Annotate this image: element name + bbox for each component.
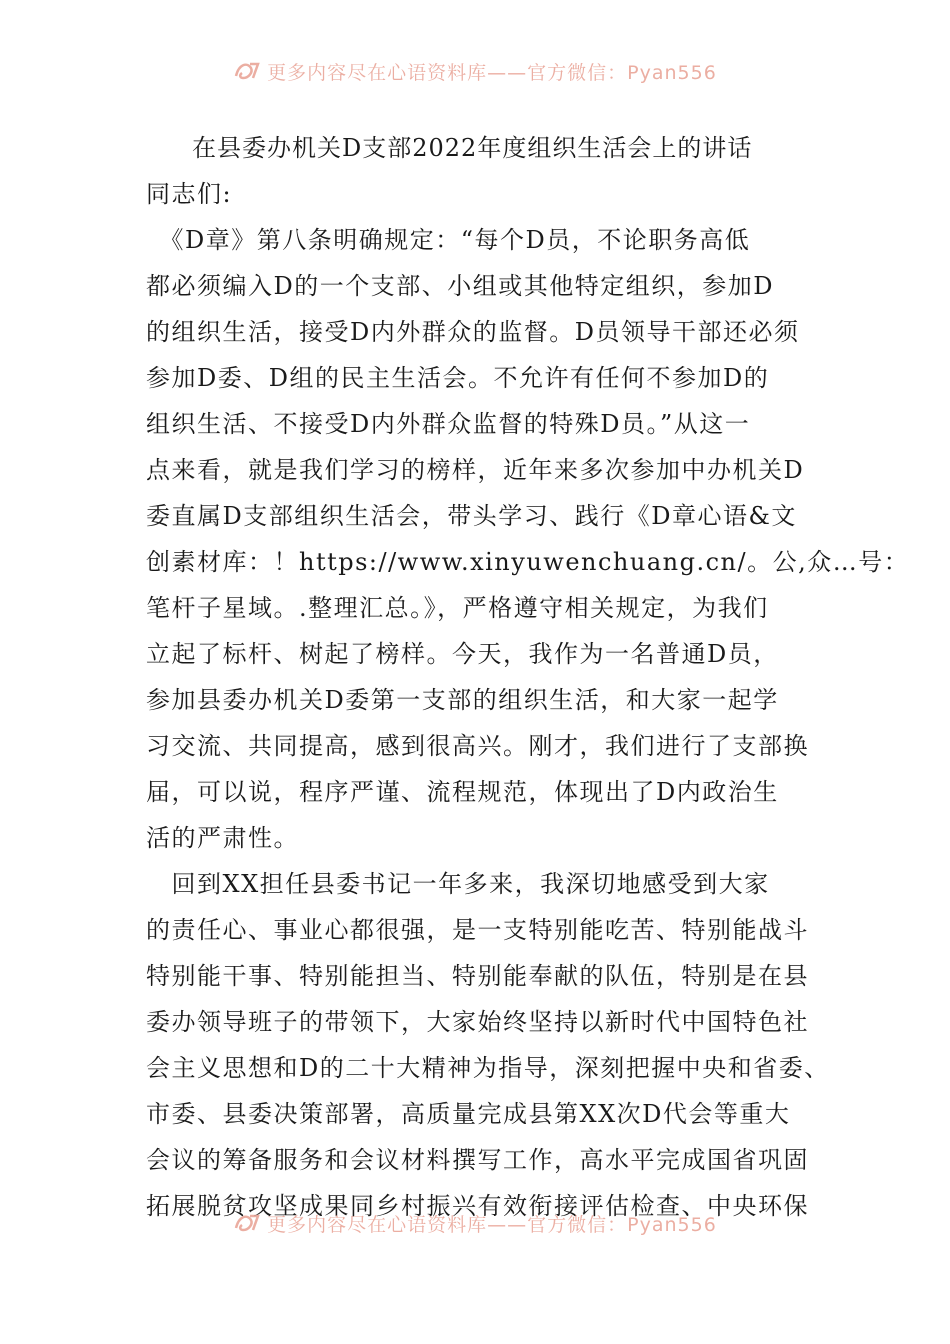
paragraph-line: 《D章》第八条明确规定：“每个D员，不论职务高低 bbox=[146, 226, 751, 254]
paragraph-line: 委办领导班子的带领下，大家始终坚持以新时代中国特色社 bbox=[146, 1008, 809, 1036]
salutation: 同志们: bbox=[146, 180, 233, 208]
paragraph-1 bbox=[146, 217, 910, 861]
document-title: 在县委办机关D支部2022年度组织生活会上的讲话 bbox=[192, 134, 753, 162]
paragraph-line: 的责任心、事业心都很强，是一支特别能吃苦、特别能战斗 bbox=[146, 916, 809, 944]
paragraph-line: 组织生活、不接受D内外群众监督的特殊D员。”从这一 bbox=[146, 410, 751, 438]
watermark-logo-icon bbox=[233, 1212, 261, 1234]
paragraph-line: 立起了标杆、树起了榜样。今天，我作为一名普通D员， bbox=[146, 640, 779, 668]
paragraph-line: 委直属D支部组织生活会，带头学习、践行《D章心语&文 bbox=[146, 502, 797, 530]
watermark-text: 更多内容尽在心语资料库——官方微信：Pyan556 bbox=[267, 1213, 717, 1236]
paragraph-line: 参加D委、D组的民主生活会。不允许有任何不参加D的 bbox=[146, 364, 770, 392]
paragraph-line: 会议的筹备服务和会议材料撰写工作，高水平完成国省巩固 bbox=[146, 1146, 809, 1174]
paragraph-line: 都必须编入D的一个支部、小组或其他特定组织，参加D bbox=[146, 272, 774, 300]
header-watermark bbox=[0, 56, 950, 86]
paragraph-2 bbox=[146, 861, 830, 1229]
paragraph-line: 回到XX担任县委书记一年多来，我深切地感受到大家 bbox=[146, 870, 770, 898]
paragraph-line: 习交流、共同提高，感到很高兴。刚才，我们进行了支部换 bbox=[146, 732, 809, 760]
paragraph-line: 届，可以说，程序严谨、流程规范，体现出了D内政治生 bbox=[146, 778, 779, 806]
paragraph-line: 点来看，就是我们学习的榜样，近年来多次参加中办机关D bbox=[146, 456, 805, 484]
paragraph-line: 的组织生活，接受D内外群众的监督。D员领导干部还必须 bbox=[146, 318, 800, 346]
paragraph-line: 市委、县委决策部署，高质量完成县第XX次D代会等重大 bbox=[146, 1100, 791, 1128]
watermark-logo-icon bbox=[233, 60, 261, 82]
paragraph-line: 参加县委办机关D委第一支部的组织生活，和大家一起学 bbox=[146, 686, 779, 714]
paragraph-line: 创素材库：！https://www.xinyuwenchuang.cn/。公,众…号： bbox=[146, 548, 910, 576]
footer-watermark bbox=[0, 1208, 950, 1238]
paragraph-line: 活的严肃性。 bbox=[146, 824, 299, 852]
watermark-text: 更多内容尽在心语资料库——官方微信：Pyan556 bbox=[267, 61, 717, 84]
paragraph-line: 特别能干事、特别能担当、特别能奉献的队伍，特别是在县 bbox=[146, 962, 809, 990]
paragraph-line: 笔杆子星域。.整理汇总。》，严格遵守相关规定，为我们 bbox=[146, 594, 769, 622]
paragraph-line: 会主义思想和D的二十大精神为指导，深刻把握中央和省委、 bbox=[146, 1054, 830, 1082]
document-body bbox=[146, 125, 910, 1229]
paragraph-line: 拓展脱贫攻坚成果同乡村振兴有效衔接评估检查、中央环保 bbox=[146, 1192, 809, 1220]
